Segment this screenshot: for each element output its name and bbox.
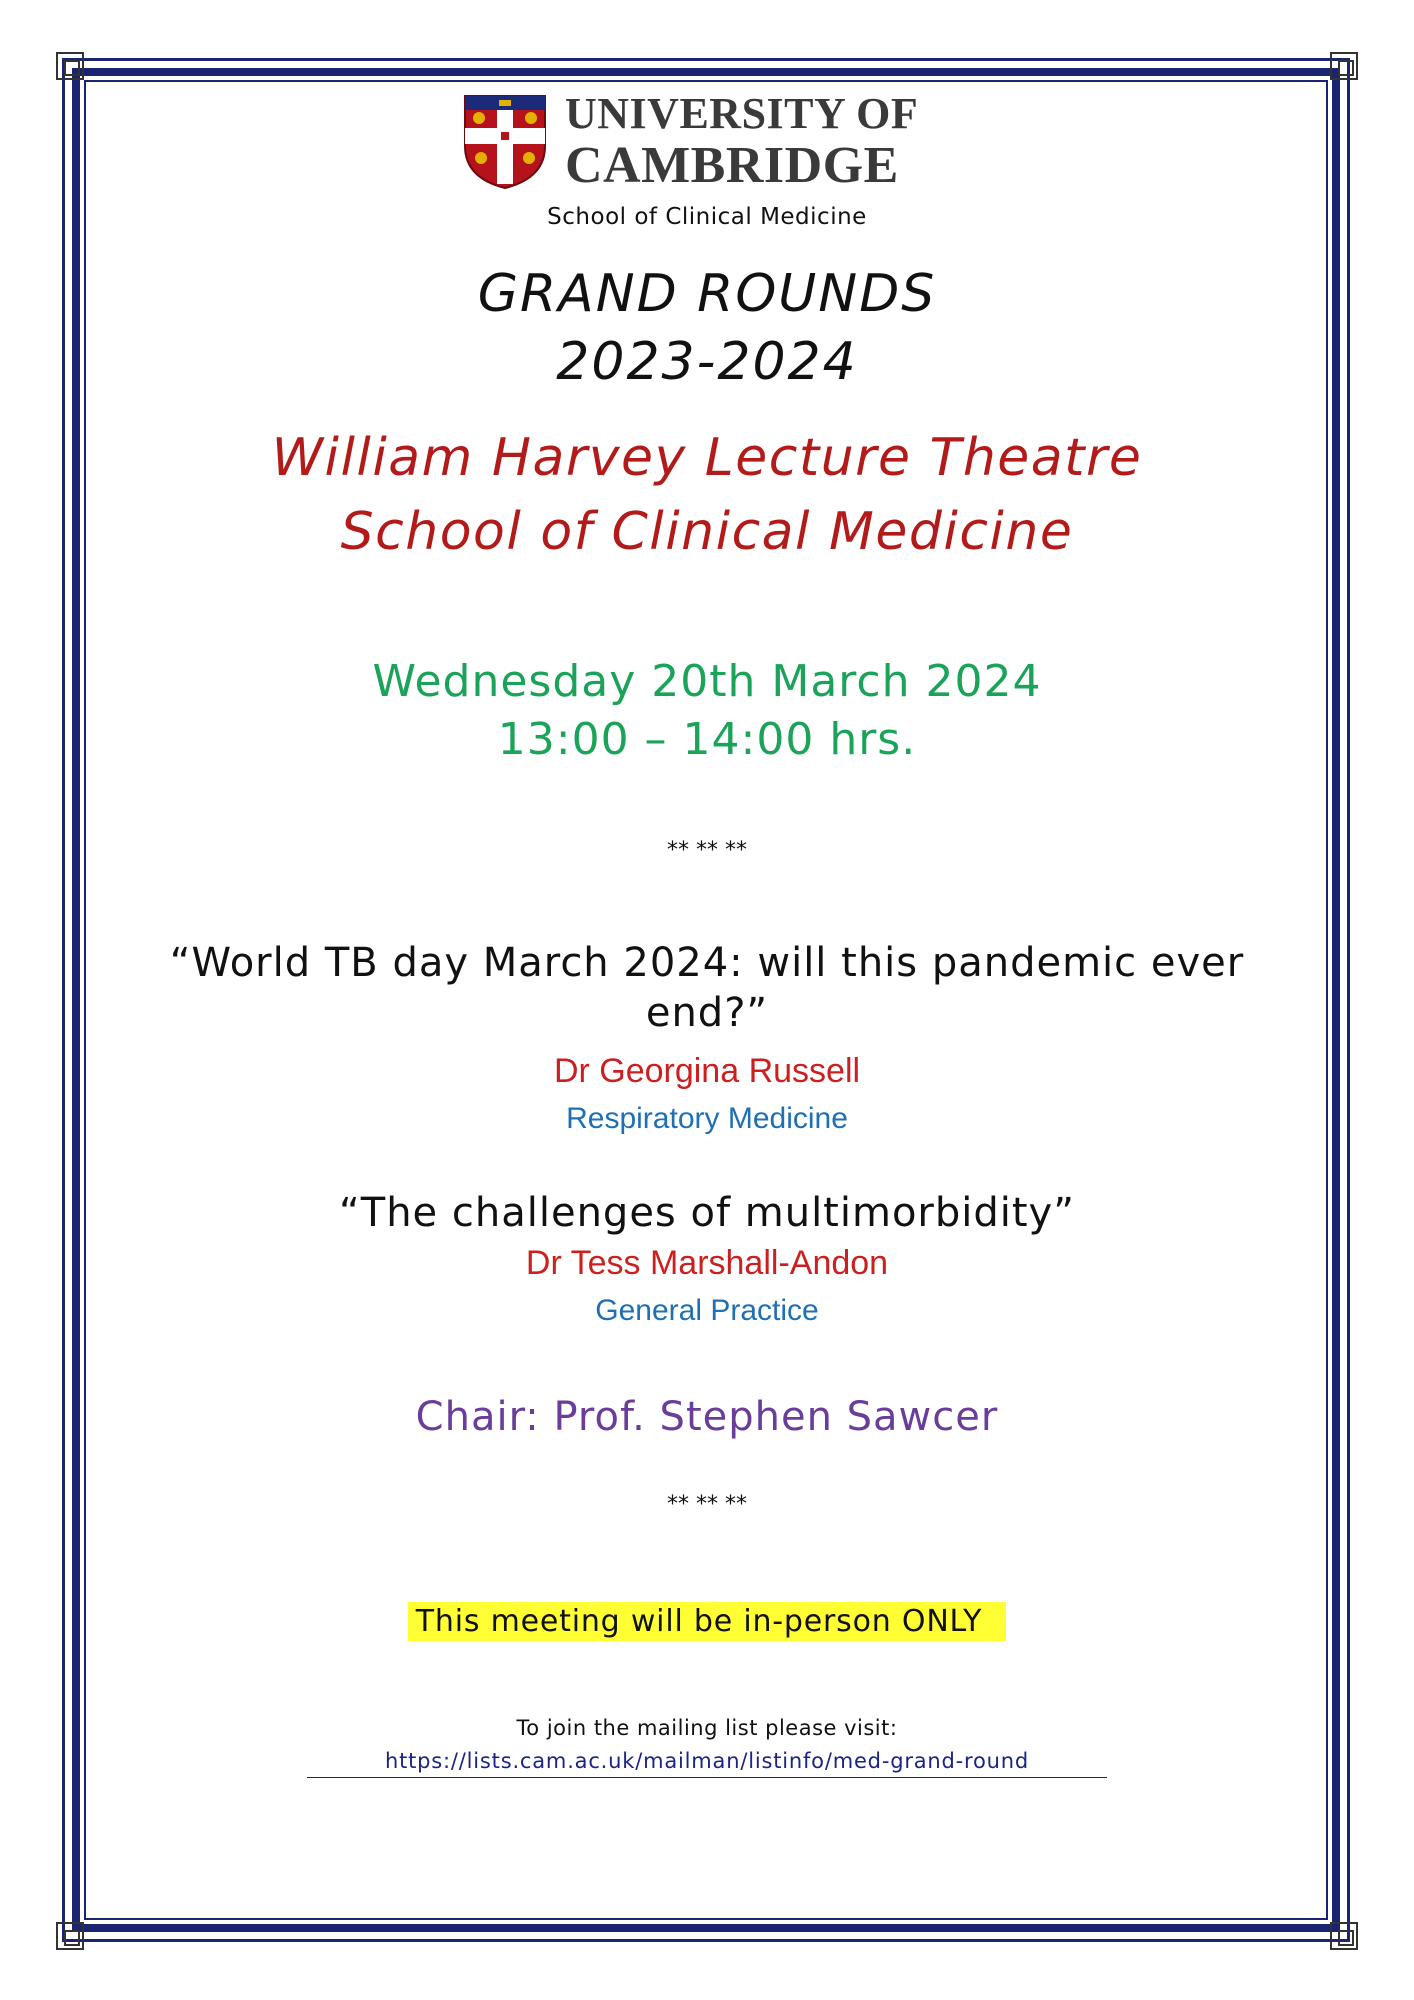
session-chair: Chair: Prof. Stephen Sawcer — [415, 1394, 999, 1440]
talk-1-title-line2: end?” — [645, 990, 769, 1036]
university-crest-icon — [463, 94, 547, 190]
separator-top: ** ** ** — [667, 838, 747, 863]
mailing-list-intro: To join the mailing list please visit: — [516, 1716, 898, 1740]
university-logo — [463, 89, 919, 194]
mailing-list-link[interactable]: https://lists.cam.ac.uk/mailman/listinfo/med-grand-round — [307, 1749, 1107, 1778]
event-time: 13:00 – 14:00 hrs. — [497, 714, 917, 765]
venue-hall: William Harvey Lecture Theatre — [271, 428, 1143, 488]
talk-2-speaker: Dr Tess Marshall-Andon — [525, 1244, 889, 1282]
talk-2-department: General Practice — [595, 1294, 819, 1327]
talk-2-title: “The challenges of multimorbidity” — [339, 1190, 1075, 1236]
mailing-list-link-container — [90, 1749, 1324, 1778]
border-corner-bottom-left — [56, 1922, 84, 1950]
separator-bottom: ** ** ** — [667, 1492, 747, 1517]
border-corner-bottom-right — [1330, 1922, 1358, 1950]
event-title: GRAND ROUNDS — [477, 264, 937, 324]
talk-1-title-line1: “World TB day March 2024: will this pandemic ever — [169, 940, 1245, 986]
talk-1-department: Respiratory Medicine — [566, 1102, 848, 1135]
in-person-notice: This meeting will be in-person ONLY — [408, 1602, 1006, 1641]
event-year: 2023-2024 — [556, 332, 858, 392]
logo-text-line1: UNIVERSITY OF — [565, 89, 919, 138]
school-subheading: School of Clinical Medicine — [547, 204, 867, 230]
logo-text-line2: CAMBRIDGE — [565, 137, 899, 194]
border-corner-top-right — [1330, 52, 1358, 80]
border-corner-top-left — [56, 52, 84, 80]
venue-school: School of Clinical Medicine — [340, 502, 1074, 562]
event-date: Wednesday 20th March 2024 — [372, 656, 1042, 707]
talk-1-speaker: Dr Georgina Russell — [553, 1052, 861, 1090]
notice-container — [90, 1602, 1324, 1641]
